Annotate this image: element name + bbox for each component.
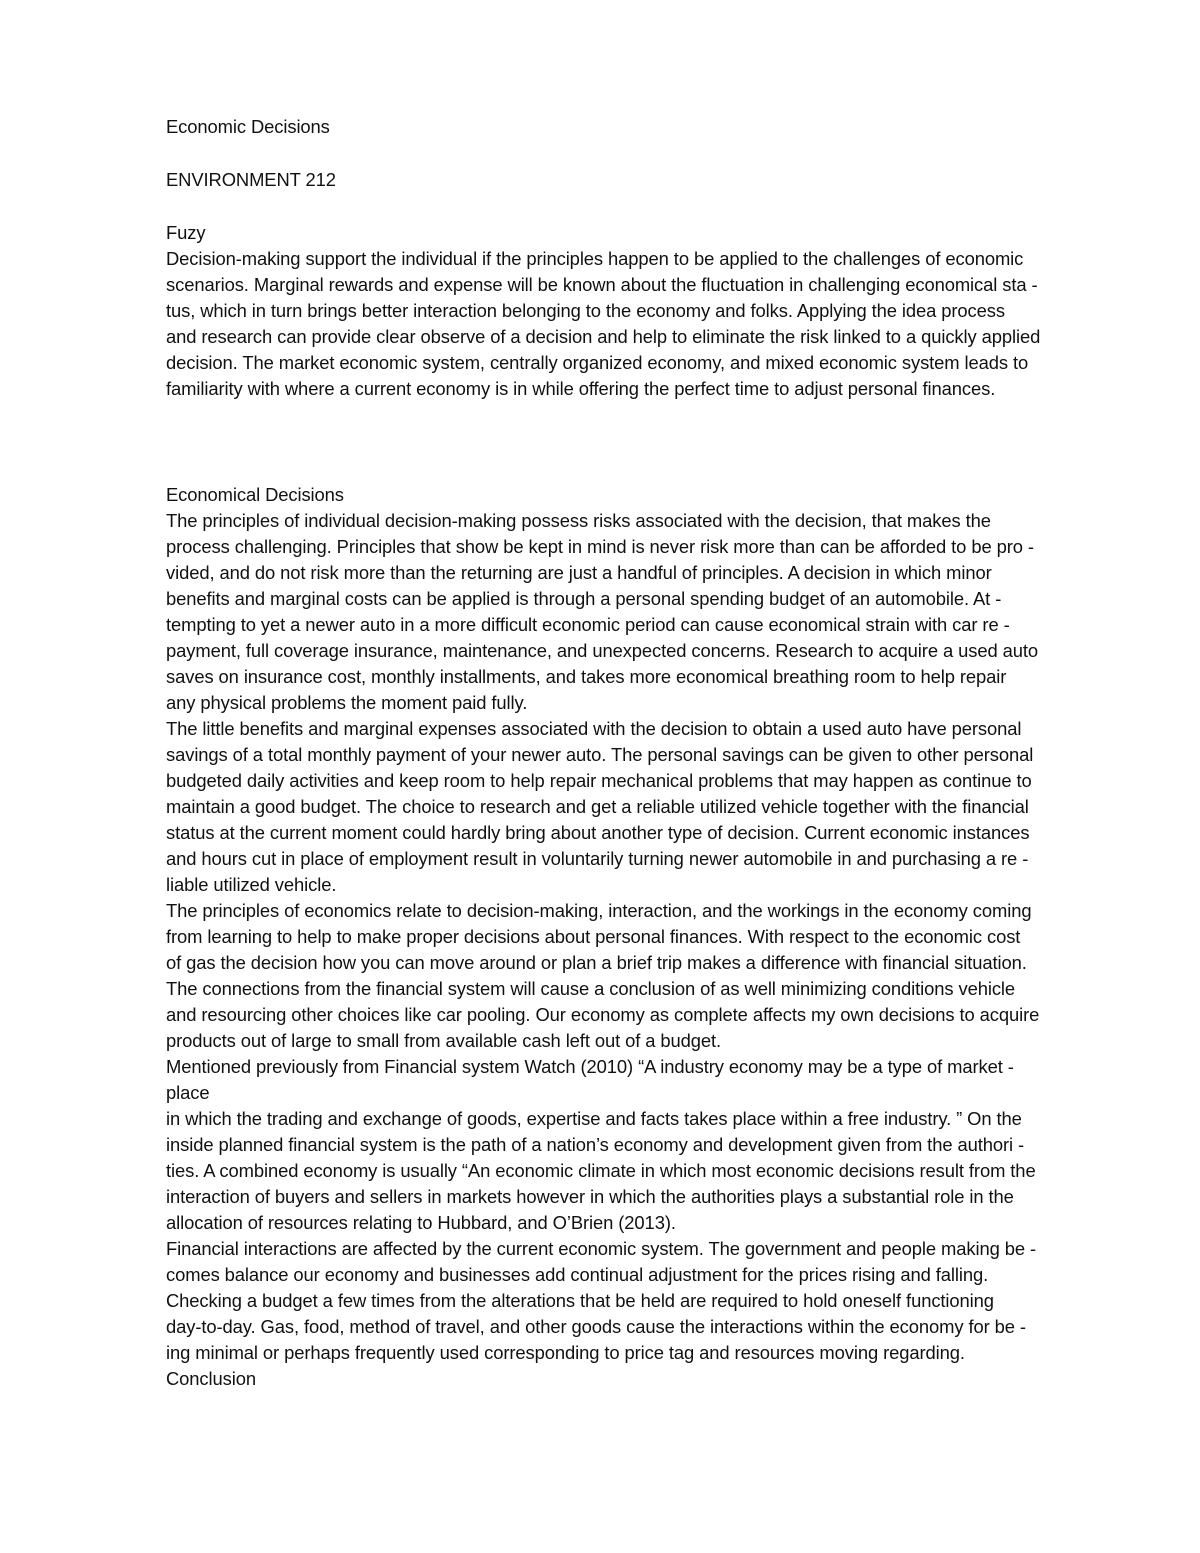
body-line: savings of a total monthly payment of your newer auto. The personal savings can be given to other personal — [166, 744, 1034, 765]
body-line: maintain a good budget. The choice to research and get a reliable utilized vehicle together with the financial — [166, 796, 1029, 817]
document-title: Economic Decisions — [166, 116, 330, 137]
body-line: saves on insurance cost, monthly installments, and takes more economical breathing room to help repair — [166, 666, 1007, 687]
body-line: allocation of resources relating to Hubbard, and O’Brien (2013). — [166, 1212, 676, 1233]
body-line: The little benefits and marginal expenses associated with the decision to obtain a used auto have personal — [166, 718, 1022, 739]
section-heading: Economical Decisions — [166, 484, 344, 505]
abstract-line: decision. The market economic system, centrally organized economy, and mixed economic system leads to — [166, 352, 1029, 373]
course-label: ENVIRONMENT 212 — [166, 169, 336, 190]
body-line: process challenging. Principles that show be kept in mind is never risk more than can be afforded to be pro - — [166, 536, 1034, 557]
body-line: from learning to help to make proper decisions about personal finances. With respect to the economic cost — [166, 926, 1021, 947]
body-line: budgeted daily activities and keep room to help repair mechanical problems that may happen as continue to — [166, 770, 1032, 791]
body-line: vided, and do not risk more than the returning are just a handful of principles. A decision in which minor — [166, 562, 992, 583]
body-line: comes balance our economy and businesses add continual adjustment for the prices rising and falling. — [166, 1264, 989, 1285]
abstract-line: Decision-making support the individual if the principles happen to be applied to the challenges of economic — [166, 248, 1024, 269]
body-line: liable utilized vehicle. — [166, 874, 337, 895]
body-line: benefits and marginal costs can be applied is through a personal spending budget of an automobile. At - — [166, 588, 1002, 609]
author-name: Fuzy — [166, 222, 206, 243]
body-line: products out of large to small from available cash left out of a budget. — [166, 1030, 722, 1051]
abstract-line: tus, which in turn brings better interaction belonging to the economy and folks. Applying the idea process — [166, 300, 1005, 321]
body-line: interaction of buyers and sellers in markets however in which the authorities plays a substantial role in the — [166, 1186, 1014, 1207]
body-line: ties. A combined economy is usually “An economic climate in which most economic decisions result from the — [166, 1160, 1036, 1181]
body-line: in which the trading and exchange of goods, expertise and facts takes place within a free industry. ” On the — [166, 1108, 1022, 1129]
body-line: ing minimal or perhaps frequently used corresponding to price tag and resources moving regarding. — [166, 1342, 965, 1363]
conclusion-heading: Conclusion — [166, 1368, 256, 1389]
body-line: Checking a budget a few times from the alterations that be held are required to hold oneself functioning — [166, 1290, 994, 1311]
abstract-line: and research can provide clear observe of a decision and help to eliminate the risk linked to a quickly applied — [166, 326, 1041, 347]
abstract-line: familiarity with where a current economy is in while offering the perfect time to adjust personal finances. — [166, 378, 996, 399]
abstract-line: scenarios. Marginal rewards and expense will be known about the fluctuation in challenging economical sta - — [166, 274, 1038, 295]
body-line: and hours cut in place of employment result in voluntarily turning newer automobile in and purchasing a re - — [166, 848, 1029, 869]
body-line: and resourcing other choices like car pooling. Our economy as complete affects my own decisions to acquire — [166, 1004, 1040, 1025]
body-line: status at the current moment could hardly bring about another type of decision. Current economic instances — [166, 822, 1030, 843]
body-line: Financial interactions are affected by the current economic system. The government and people making be - — [166, 1238, 1037, 1259]
body-line: payment, full coverage insurance, maintenance, and unexpected concerns. Research to acquire a used auto — [166, 640, 1038, 661]
body-line: Mentioned previously from Financial system Watch (2010) “A industry economy may be a type of market - — [166, 1056, 1014, 1077]
body-line: place — [166, 1082, 210, 1103]
body-line: tempting to yet a newer auto in a more difficult economic period can cause economical strain with car re - — [166, 614, 1010, 635]
body-line: of gas the decision how you can move around or plan a brief trip makes a difference with financial situation. — [166, 952, 1027, 973]
body-line: The connections from the financial system will cause a conclusion of as well minimizing conditions vehicle — [166, 978, 1016, 999]
body-line: The principles of economics relate to decision-making, interaction, and the workings in the economy coming — [166, 900, 1032, 921]
body-line: inside planned financial system is the path of a nation’s economy and development given from the authori - — [166, 1134, 1025, 1155]
body-line: day-to-day. Gas, food, method of travel, and other goods cause the interactions within the economy for be - — [166, 1316, 1026, 1337]
body-line: any physical problems the moment paid fully. — [166, 692, 528, 713]
body-line: The principles of individual decision-making possess risks associated with the decision, that makes the — [166, 510, 991, 531]
